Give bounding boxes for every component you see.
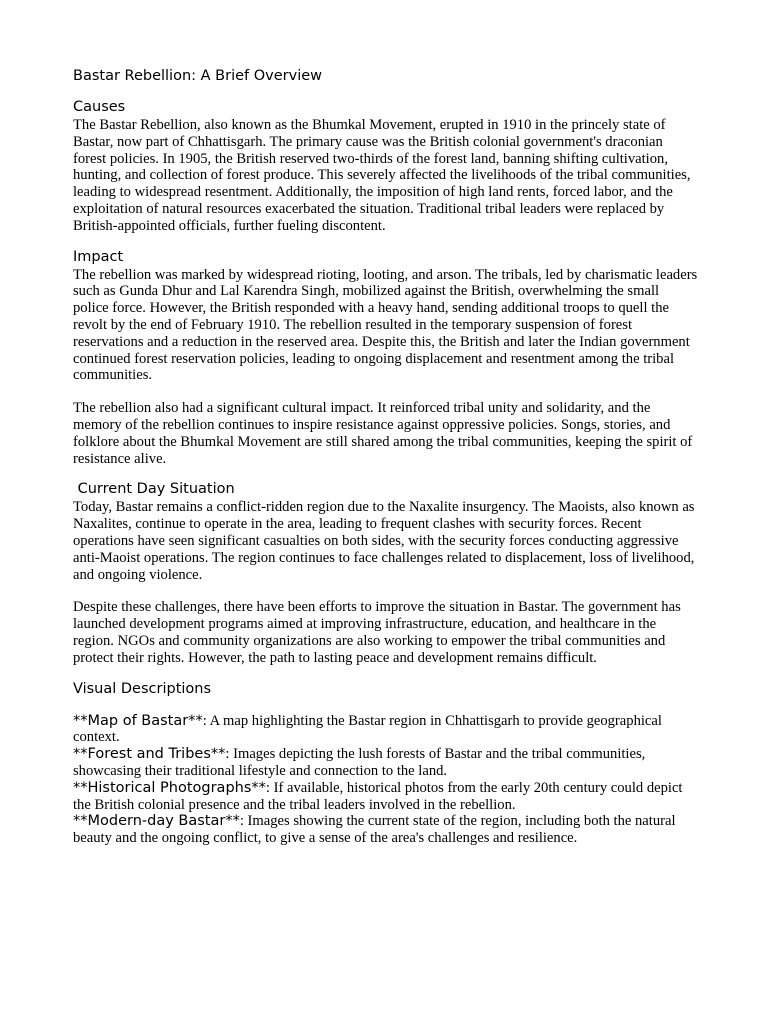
visual-item-text: : A map highlighting the Bastar region in Chhattisgarh to provide geographical context. — [73, 712, 662, 746]
current-section — [73, 480, 698, 666]
paragraph-gap — [73, 583, 698, 599]
visual-item-text: : If available, historical photos from the early 20th century could depict the British colonial presence and the tribal leaders involved in the rebellion. — [73, 779, 683, 813]
visual-item-historical — [73, 780, 698, 814]
visual-item-text: : Images depicting the lush forests of Bastar and the tribal communities, showcasing their traditional lifestyle and connection to the land. — [73, 746, 646, 779]
visual-item-map — [73, 713, 698, 747]
current-paragraph-1: Today, Bastar remains a conflict-ridden region due to the Naxalite insurgency. The Maoists, also known as Naxalites, continue to operate in the area, leading to frequent clashes with security forces. Recent operations have seen significant casualties on both sides, with the security forces conducting aggressive anti-Maoist operations. The region continues to face challenges related to displacement, loss of livelihood, and ongoing violence. — [73, 499, 695, 583]
visual-item-forest — [73, 746, 698, 780]
impact-paragraph-2: The rebellion also had a significant cultural impact. It reinforced tribal unity and solidarity, and the memory of the rebellion continues to inspire resistance against oppressive policies. Songs, stories, and folklore about the Bhumkal Movement are still shared among the tribal communities, keeping the spirit of resistance alive. — [73, 400, 693, 467]
visual-item-label: **Forest and Tribes** — [73, 746, 226, 763]
document-page — [73, 66, 698, 847]
impact-paragraph-1: The rebellion was marked by widespread rioting, looting, and arson. The tribals, led by charismatic leaders such as Gunda Dhur and Lal Karendra Singh, mobilized against the British, overwhelming the small police force. However, the British responded with a heavy hand, sending additional troops to quell the revolt by the end of February 1910. The rebellion resulted in the temporary suspension of forest reservations and a reduction in the reserved area. Despite this, the British and later the Indian government continued forest reservation policies, leading to ongoing displacement and resentment among the tribal communities. — [73, 266, 698, 384]
current-heading: Current Day Situation — [73, 481, 235, 498]
visual-item-label: **Modern-day Bastar** — [73, 813, 240, 830]
visual-item-modern — [73, 813, 698, 847]
paragraph-gap — [73, 384, 698, 400]
document-title: Bastar Rebellion: A Brief Overview — [73, 68, 323, 84]
current-paragraph-2: Despite these challenges, there have been efforts to improve the situation in Bastar. The government has launched development programs aimed at improving infrastructure, education, and healthcare in the region. NGOs and community organizations are also working to empower the tribal communities and protect their rights. However, the path to lasting peace and development remains difficult. — [73, 599, 681, 666]
visual-item-text: : Images showing the current state of the region, including both the natural beauty and the ongoing conflict, to give a sense of the area's challenges and resilience. — [73, 813, 676, 847]
impact-section — [73, 248, 698, 468]
visual-item-label: **Historical Photographs** — [73, 779, 266, 796]
causes-heading: Causes — [73, 99, 126, 115]
visual-heading: Visual Descriptions — [73, 680, 212, 697]
causes-paragraph: The Bastar Rebellion, also known as the Bhumkal Movement, erupted in 1910 in the princely state of Bastar, now part of Chhattisgarh. The primary cause was the British colonial government's draconian forest policies. In 1905, the British reserved two-thirds of the forest land, banning shifting cultivation, hunting, and collection of forest produce. This severely affected the livelihoods of the tribal communities, leading to widespread resentment. Additionally, the imposition of high land rents, forced labor, and the exploitation of natural resources exacerbated the situation. Traditional tribal leaders were replaced by British-appointed officials, further fueling discontent. — [73, 117, 691, 234]
visual-section — [73, 680, 698, 847]
visual-item-label: **Map of Bastar** — [73, 712, 203, 729]
visual-list — [73, 713, 698, 847]
causes-section — [73, 98, 698, 235]
impact-heading: Impact — [73, 248, 124, 265]
